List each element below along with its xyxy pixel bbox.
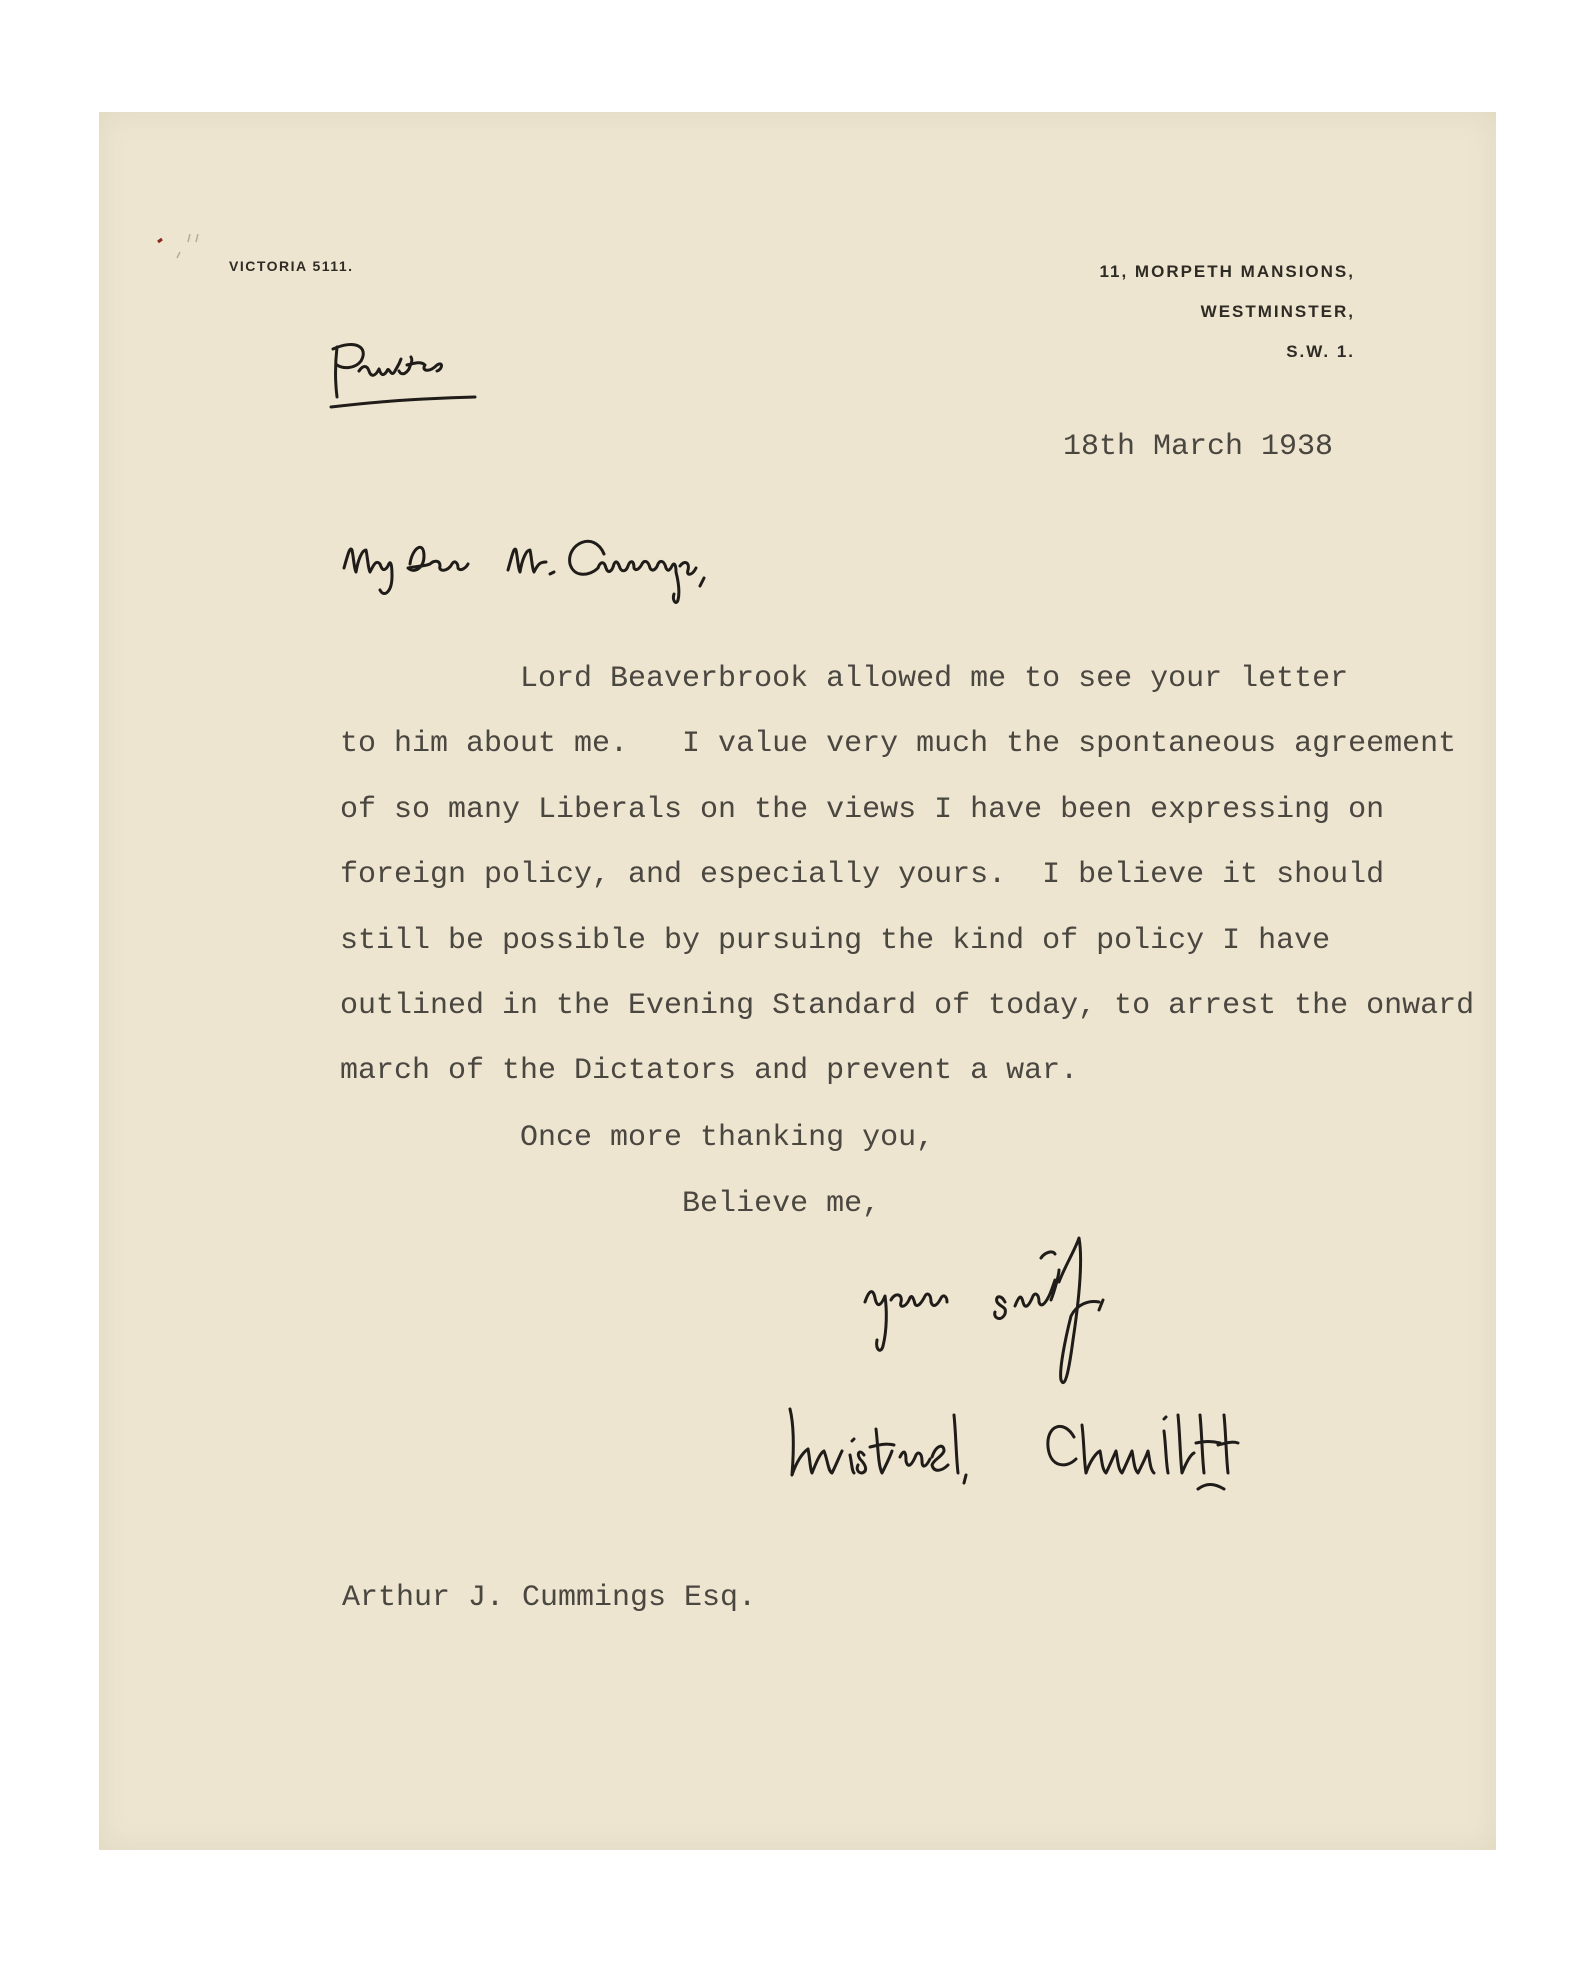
- body-line: outlined in the Evening Standard of today, to arrest the onward: [340, 989, 1475, 1023]
- closing-line: Once more thanking you,: [340, 1121, 935, 1155]
- address-line: WESTMINSTER,: [1200, 302, 1355, 321]
- body-line: to him about me. I value very much the spontaneous agreement: [340, 727, 1457, 761]
- body-line: foreign policy, and especially yours. I believe it should: [340, 858, 1385, 892]
- handwritten-salutation: [340, 520, 920, 620]
- address-line: 11, MORPETH MANSIONS,: [1099, 262, 1355, 281]
- recipient: Arthur J. Cummings Esq.: [342, 1581, 757, 1615]
- paper-blemish-marks: [150, 230, 240, 290]
- letter-date: 18th March 1938: [1063, 430, 1334, 464]
- body-line: still be possible by pursuing the kind of policy I have: [340, 924, 1331, 958]
- address-line: S.W. 1.: [1286, 342, 1355, 361]
- body-line: of so many Liberals on the views I have been expressing on: [340, 793, 1385, 827]
- handwritten-signature: [780, 1385, 1360, 1515]
- letter-paper: [99, 112, 1496, 1850]
- letterhead-address: [1100, 252, 1355, 372]
- letterhead-phone: VICTORIA 5111.: [229, 258, 354, 274]
- handwritten-private: [325, 335, 485, 415]
- handwritten-valediction: [855, 1230, 1235, 1400]
- body-line: Lord Beaverbrook allowed me to see your letter: [340, 662, 1349, 696]
- closing-line: Believe me,: [340, 1187, 881, 1221]
- body-line: march of the Dictators and prevent a war.: [340, 1054, 1079, 1088]
